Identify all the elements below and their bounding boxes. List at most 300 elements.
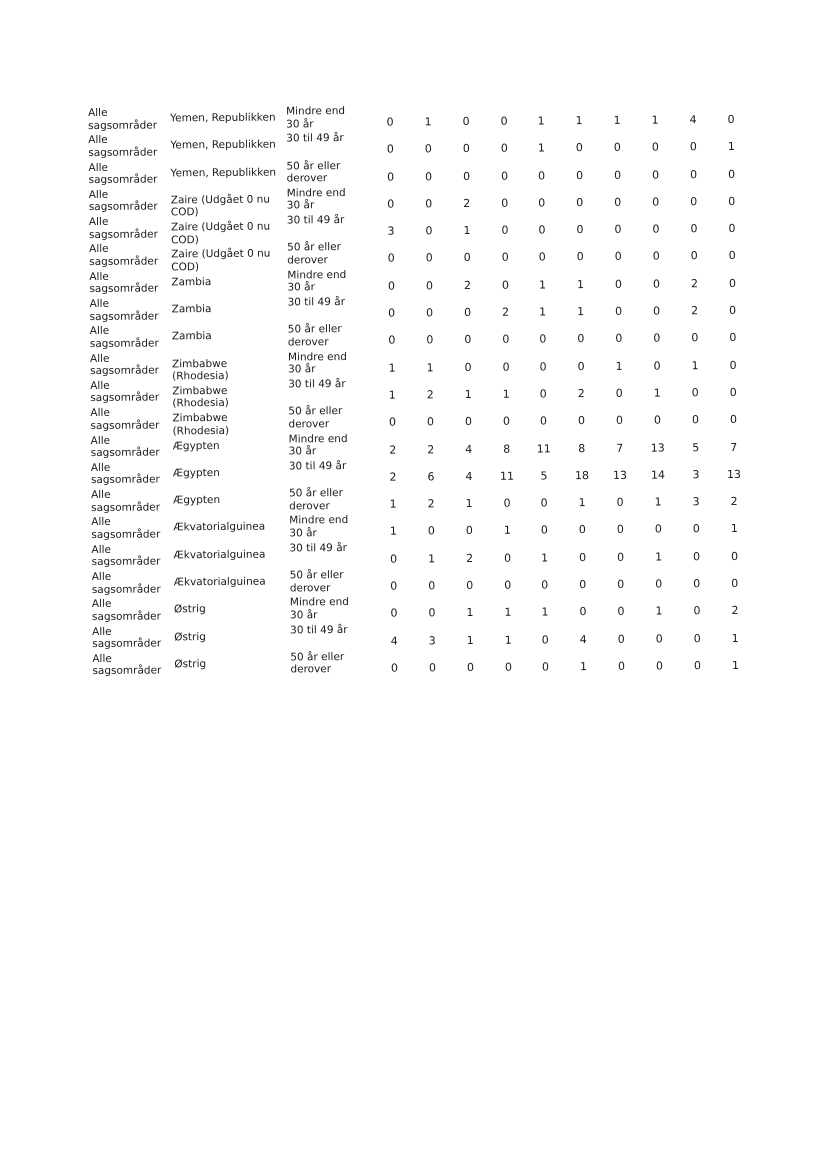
value-cell: 0: [501, 169, 509, 183]
value-cell: 0: [693, 631, 701, 645]
value-cell: 0: [652, 277, 660, 291]
value-cell: 0: [693, 549, 701, 564]
value-cell: 11: [536, 441, 551, 456]
case-area-cell: [91, 516, 160, 542]
value-cell: 0: [504, 578, 512, 592]
country-line: COD): [171, 261, 200, 274]
value-cell: 1: [537, 114, 545, 128]
age-group-cell: [290, 569, 344, 594]
country-line: Ækvatorialguinea: [173, 521, 266, 534]
statistics-table: [88, 101, 752, 679]
age-group-line: 50 år eller: [289, 487, 343, 500]
case-area-cell: [92, 652, 161, 678]
age-group-cell: [287, 269, 346, 294]
value-cell: 0: [690, 222, 698, 236]
value-cell: 1: [502, 387, 510, 401]
value-cell: 2: [389, 443, 397, 457]
value-cell: 0: [655, 632, 663, 646]
value-cell: 4: [579, 632, 587, 646]
case-area-line: sagsområder: [92, 637, 162, 651]
value-cell: 0: [616, 495, 624, 510]
value-cell: 4: [390, 634, 398, 648]
value-cell: 4: [465, 469, 473, 483]
value-cell: 8: [578, 441, 586, 455]
value-cell: 0: [501, 223, 509, 237]
case-area-line: sagsområder: [92, 664, 162, 678]
value-cell: 0: [575, 141, 583, 155]
value-cell: 0: [578, 523, 586, 537]
country-line: Zambia: [171, 303, 212, 316]
value-cell: 0: [540, 496, 548, 510]
case-area-line: sagsområder: [91, 555, 161, 569]
value-cell: 1: [578, 496, 586, 510]
country-line: Ækvatorialguinea: [173, 575, 266, 589]
case-area-line: sagsområder: [88, 228, 158, 241]
value-cell: 0: [464, 360, 472, 374]
value-cell: 6: [427, 470, 435, 484]
value-cell: 0: [691, 331, 699, 345]
value-cell: 1: [731, 631, 739, 645]
case-area-cell: [90, 325, 159, 351]
country-cell: [170, 112, 276, 125]
case-area-cell: [91, 489, 160, 515]
value-cell: 0: [390, 552, 398, 566]
value-cell: 0: [729, 413, 738, 427]
value-cell: 0: [503, 496, 511, 510]
value-cell: 0: [539, 360, 547, 374]
case-area-line: Alle: [88, 188, 109, 201]
case-area-line: Alle: [89, 297, 110, 311]
age-group-line: Mindre end: [286, 104, 346, 118]
value-cell: 0: [388, 333, 396, 348]
country-cell: [173, 521, 265, 534]
value-cell: 1: [388, 388, 396, 402]
case-area-line: Alle: [90, 407, 110, 420]
value-cell: 0: [653, 304, 661, 318]
value-cell: 0: [501, 278, 509, 292]
value-cell: 1: [577, 305, 585, 319]
value-cell: 0: [652, 249, 660, 264]
value-cell: 0: [425, 169, 433, 183]
value-cell: 0: [502, 360, 510, 374]
case-area-line: Alle: [90, 379, 110, 392]
case-area-cell: [90, 352, 159, 378]
value-cell: 2: [389, 470, 397, 484]
value-cell: 0: [502, 333, 510, 347]
age-group-line: 50 år eller: [290, 650, 345, 664]
value-cell: 1: [727, 140, 735, 154]
age-group-line: derover: [289, 581, 331, 594]
value-cell: 0: [729, 303, 737, 318]
value-cell: 0: [501, 196, 509, 210]
age-group-line: 30 til 49 år: [288, 377, 346, 391]
case-area-line: sagsområder: [89, 310, 159, 323]
country-line: Ægypten: [172, 439, 220, 452]
value-cell: 0: [617, 659, 625, 673]
value-cell: 0: [579, 578, 587, 592]
value-cell: 0: [617, 550, 625, 564]
value-cell: 0: [653, 331, 661, 345]
value-cell: 0: [426, 306, 434, 320]
country-cell: [173, 467, 220, 480]
value-cell: 0: [538, 223, 546, 237]
country-cell: [174, 658, 206, 671]
age-group-cell: [287, 187, 346, 212]
country-cell: [172, 330, 212, 343]
value-cell: 2: [463, 196, 471, 210]
case-area-line: Alle: [88, 134, 108, 147]
country-line: Zambia: [171, 275, 212, 289]
case-area-cell: [89, 270, 158, 296]
value-cell: 1: [504, 633, 512, 647]
case-area-line: Alle: [91, 543, 112, 556]
value-cell: 1: [576, 277, 584, 291]
value-cell: 0: [690, 249, 698, 263]
country-cell: [174, 576, 266, 589]
country-cell: [174, 603, 206, 616]
age-group-line: Mindre end: [289, 596, 349, 609]
value-cell: 1: [541, 605, 549, 619]
value-cell: 0: [390, 579, 398, 593]
value-cell: 2: [463, 278, 471, 292]
age-group-line: derover: [290, 663, 332, 676]
value-cell: 3: [428, 633, 436, 647]
value-cell: 0: [390, 661, 398, 675]
country-line: Ægypten: [173, 494, 221, 507]
country-line: Zimbabwe: [172, 384, 228, 398]
value-cell: 0: [387, 197, 395, 211]
country-cell: [171, 276, 211, 289]
value-cell: 0: [539, 414, 548, 428]
value-cell: 0: [652, 168, 660, 182]
value-cell: 0: [616, 523, 624, 537]
value-cell: 0: [388, 415, 397, 429]
value-cell: 0: [579, 605, 587, 619]
value-cell: 1: [575, 114, 583, 128]
value-cell: 0: [463, 251, 471, 265]
country-cell: [172, 303, 212, 316]
table-row: [92, 647, 752, 679]
value-cell: 0: [728, 276, 736, 290]
value-cell: 0: [426, 415, 435, 429]
value-cell: 0: [693, 659, 701, 673]
value-cell: 0: [690, 167, 698, 181]
value-cell: 1: [613, 113, 621, 127]
value-cell: 0: [577, 414, 586, 428]
value-cell: 2: [427, 497, 435, 511]
case-area-cell: [92, 625, 161, 651]
case-area-line: sagsområder: [88, 173, 158, 187]
age-group-cell: [288, 405, 342, 430]
case-area-cell: [88, 106, 157, 132]
age-group-line: 30 til 49 år: [290, 623, 348, 637]
age-group-line: 30 år: [288, 363, 316, 376]
country-line: (Rhodesia): [172, 370, 229, 383]
value-cell: 5: [692, 440, 700, 454]
value-cell: 0: [614, 195, 622, 209]
value-cell: 1: [537, 141, 545, 155]
country-line: Zaire (Udgået 0 nu: [170, 193, 271, 207]
case-area-cell: [92, 570, 161, 596]
value-cell: 0: [654, 522, 662, 537]
country-line: Zaire (Udgået 0 nu: [170, 220, 271, 234]
case-area-cell: [88, 161, 157, 187]
value-cell: 0: [501, 251, 509, 265]
age-group-line: 30 til 49 år: [288, 459, 347, 473]
value-cell: 1: [730, 522, 738, 536]
value-cell: 0: [655, 659, 663, 673]
value-cell: 0: [427, 524, 435, 538]
value-cell: 0: [425, 197, 433, 211]
case-area-line: sagsområder: [90, 473, 160, 487]
value-cell: 0: [728, 167, 736, 181]
country-line: COD): [170, 206, 199, 219]
value-cell: 7: [730, 440, 738, 454]
age-group-line: Mindre end: [289, 514, 349, 527]
value-cell: 0: [538, 169, 546, 183]
value-cell: 0: [615, 304, 623, 318]
age-group-cell: [289, 433, 348, 458]
value-cell: 0: [426, 333, 434, 347]
value-cell: 0: [727, 112, 735, 126]
value-cell: 1: [389, 497, 397, 511]
value-cell: 0: [386, 142, 394, 156]
value-cell: 0: [729, 331, 737, 345]
value-cell: 1: [464, 387, 472, 402]
value-cell: 14: [650, 468, 665, 482]
value-cell: 1: [466, 606, 474, 620]
value-cell: 1: [465, 497, 473, 511]
value-cell: 1: [538, 278, 546, 292]
value-cell: 0: [386, 115, 394, 129]
age-group-line: 50 år eller: [288, 405, 343, 418]
value-cell: 0: [538, 250, 546, 264]
value-cell: 1: [503, 524, 511, 538]
value-cell: 0: [464, 333, 472, 347]
value-cell: 0: [576, 250, 584, 264]
value-cell: 0: [692, 522, 700, 536]
value-cell: 1: [655, 604, 663, 618]
value-cell: 3: [387, 224, 395, 238]
value-cell: 2: [731, 604, 739, 618]
value-cell: 1: [615, 359, 623, 373]
case-area-line: sagsområder: [88, 118, 158, 132]
value-cell: 0: [689, 140, 697, 154]
age-group-line: Mindre end: [288, 432, 348, 445]
age-group-line: Mindre end: [286, 186, 346, 200]
value-cell: 0: [615, 332, 623, 346]
value-cell: 0: [691, 386, 699, 400]
value-cell: 3: [692, 468, 700, 482]
value-cell: 2: [690, 276, 698, 291]
case-area-line: sagsområder: [91, 610, 161, 623]
age-group-line: derover: [287, 254, 328, 267]
country-line: Østrig: [173, 603, 206, 616]
value-cell: 0: [463, 169, 471, 183]
case-area-cell: [89, 188, 158, 214]
value-cell: 0: [504, 551, 512, 565]
country-cell: [173, 494, 220, 507]
value-cell: 1: [654, 495, 662, 509]
value-cell: 0: [541, 660, 549, 674]
value-cell: 2: [730, 495, 738, 509]
value-cell: 0: [577, 332, 585, 346]
value-cell: 0: [424, 142, 432, 156]
case-area-line: Alle: [89, 243, 109, 256]
value-cell: 2: [577, 387, 585, 401]
value-cell: 0: [576, 223, 584, 237]
country-cell: [173, 440, 220, 453]
country-cell: [174, 631, 206, 644]
value-cell: 1: [579, 660, 587, 674]
country-line: Ækvatorialguinea: [173, 548, 266, 562]
case-area-cell: [89, 243, 158, 269]
value-cell: 1: [428, 552, 436, 566]
case-area-line: sagsområder: [91, 501, 161, 514]
age-group-cell: [289, 542, 347, 555]
value-cell: 1: [389, 525, 397, 539]
value-cell: 0: [462, 115, 470, 129]
case-area-cell: [90, 379, 159, 405]
value-cell: 0: [731, 549, 739, 563]
age-group-cell: [290, 596, 349, 621]
case-area-line: Alle: [91, 516, 111, 529]
value-cell: 0: [614, 223, 622, 237]
country-line: Yemen, Republikken: [170, 111, 276, 125]
value-cell: 0: [538, 196, 546, 210]
age-group-cell: [288, 351, 347, 376]
age-group-cell: [289, 514, 348, 539]
value-cell: 0: [541, 578, 549, 592]
value-cell: 0: [500, 142, 508, 156]
value-cell: 1: [504, 606, 512, 620]
value-cell: 0: [428, 579, 436, 593]
value-cell: 2: [466, 551, 474, 565]
case-area-line: sagsområder: [90, 364, 160, 378]
country-line: Ægypten: [172, 466, 220, 480]
value-cell: 1: [463, 224, 471, 238]
age-group-line: derover: [287, 335, 329, 349]
value-cell: 0: [690, 195, 698, 209]
age-group-line: Mindre end: [287, 350, 347, 364]
value-cell: 18: [574, 468, 589, 483]
value-cell: 0: [729, 385, 737, 399]
value-cell: 0: [425, 279, 433, 293]
value-cell: 0: [617, 632, 625, 646]
value-cell: 0: [540, 523, 548, 537]
value-cell: 2: [427, 442, 435, 456]
value-cell: 0: [691, 413, 700, 427]
case-area-line: sagsområder: [88, 146, 158, 159]
value-cell: 0: [728, 222, 736, 236]
country-line: Yemen, Republikken: [170, 166, 277, 179]
age-group-line: 30 år: [289, 527, 317, 540]
country-line: (Rhodesia): [172, 397, 229, 410]
country-line: Østrig: [174, 658, 207, 671]
case-area-line: Alle: [88, 216, 109, 229]
value-cell: 0: [653, 413, 662, 427]
value-cell: 13: [650, 441, 665, 455]
age-group-line: 30 til 49 år: [286, 214, 345, 227]
value-cell: 0: [617, 605, 625, 619]
age-group-cell: [289, 460, 347, 473]
value-cell: 0: [653, 359, 661, 373]
age-group-cell: [290, 651, 344, 676]
value-cell: 0: [387, 170, 395, 184]
value-cell: 4: [465, 442, 473, 456]
age-group-line: 30 til 49 år: [289, 541, 347, 555]
case-area-cell: [90, 298, 159, 324]
case-area-cell: [91, 543, 160, 569]
country-line: Østrig: [174, 630, 206, 643]
value-cell: 1: [539, 305, 547, 319]
value-cell: 0: [390, 606, 398, 620]
value-cell: 0: [614, 250, 622, 264]
country-line: Yemen, Republikken: [170, 138, 276, 152]
case-area-line: sagsområder: [91, 528, 161, 541]
value-cell: 1: [541, 551, 549, 565]
value-cell: 0: [652, 222, 660, 236]
value-cell: 0: [464, 306, 472, 320]
value-cell: 0: [729, 358, 737, 372]
value-cell: 13: [726, 467, 741, 481]
value-cell: 0: [613, 141, 621, 155]
case-area-line: Alle: [91, 570, 112, 584]
case-area-line: sagsområder: [90, 419, 160, 432]
case-area-line: Alle: [91, 598, 112, 611]
value-cell: 1: [651, 113, 659, 127]
value-cell: 0: [617, 577, 625, 591]
value-cell: 0: [388, 306, 396, 320]
case-area-line: sagsområder: [91, 582, 161, 596]
case-area-line: Alle: [89, 325, 110, 338]
age-group-cell: [288, 323, 342, 348]
age-group-line: 50 år eller: [287, 323, 342, 336]
value-cell: 1: [731, 658, 739, 672]
age-group-line: 50 år eller: [286, 159, 341, 173]
country-line: Zimbabwe: [172, 412, 228, 425]
case-area-line: Alle: [89, 352, 110, 365]
country-line: Zaire (Udgået 0 nu: [171, 248, 271, 261]
age-group-line: 30 til 49 år: [287, 296, 346, 309]
age-group-cell: [286, 160, 340, 185]
age-group-line: 30 år: [288, 445, 317, 458]
age-group-line: 30 år: [289, 609, 318, 622]
case-area-line: sagsområder: [90, 391, 160, 405]
value-cell: 1: [466, 633, 474, 647]
value-cell: 1: [424, 115, 432, 129]
value-cell: 0: [466, 660, 474, 674]
case-area-line: sagsområder: [88, 200, 158, 214]
value-cell: 8: [503, 442, 511, 456]
case-area-line: Alle: [91, 488, 111, 502]
value-cell: 1: [653, 386, 661, 400]
country-cell: [170, 139, 276, 152]
value-cell: 0: [651, 140, 659, 154]
case-area-line: sagsområder: [89, 282, 159, 296]
age-group-cell: [288, 378, 346, 391]
value-cell: 0: [465, 524, 473, 538]
country-line: Zimbabwe: [171, 357, 228, 371]
value-cell: 0: [425, 251, 433, 265]
value-cell: 2: [426, 388, 434, 402]
value-cell: 0: [693, 577, 701, 591]
value-cell: 0: [576, 168, 584, 182]
value-cell: 0: [539, 387, 547, 401]
value-cell: 0: [693, 604, 701, 618]
age-group-line: derover: [288, 417, 330, 431]
value-cell: 0: [500, 114, 508, 128]
